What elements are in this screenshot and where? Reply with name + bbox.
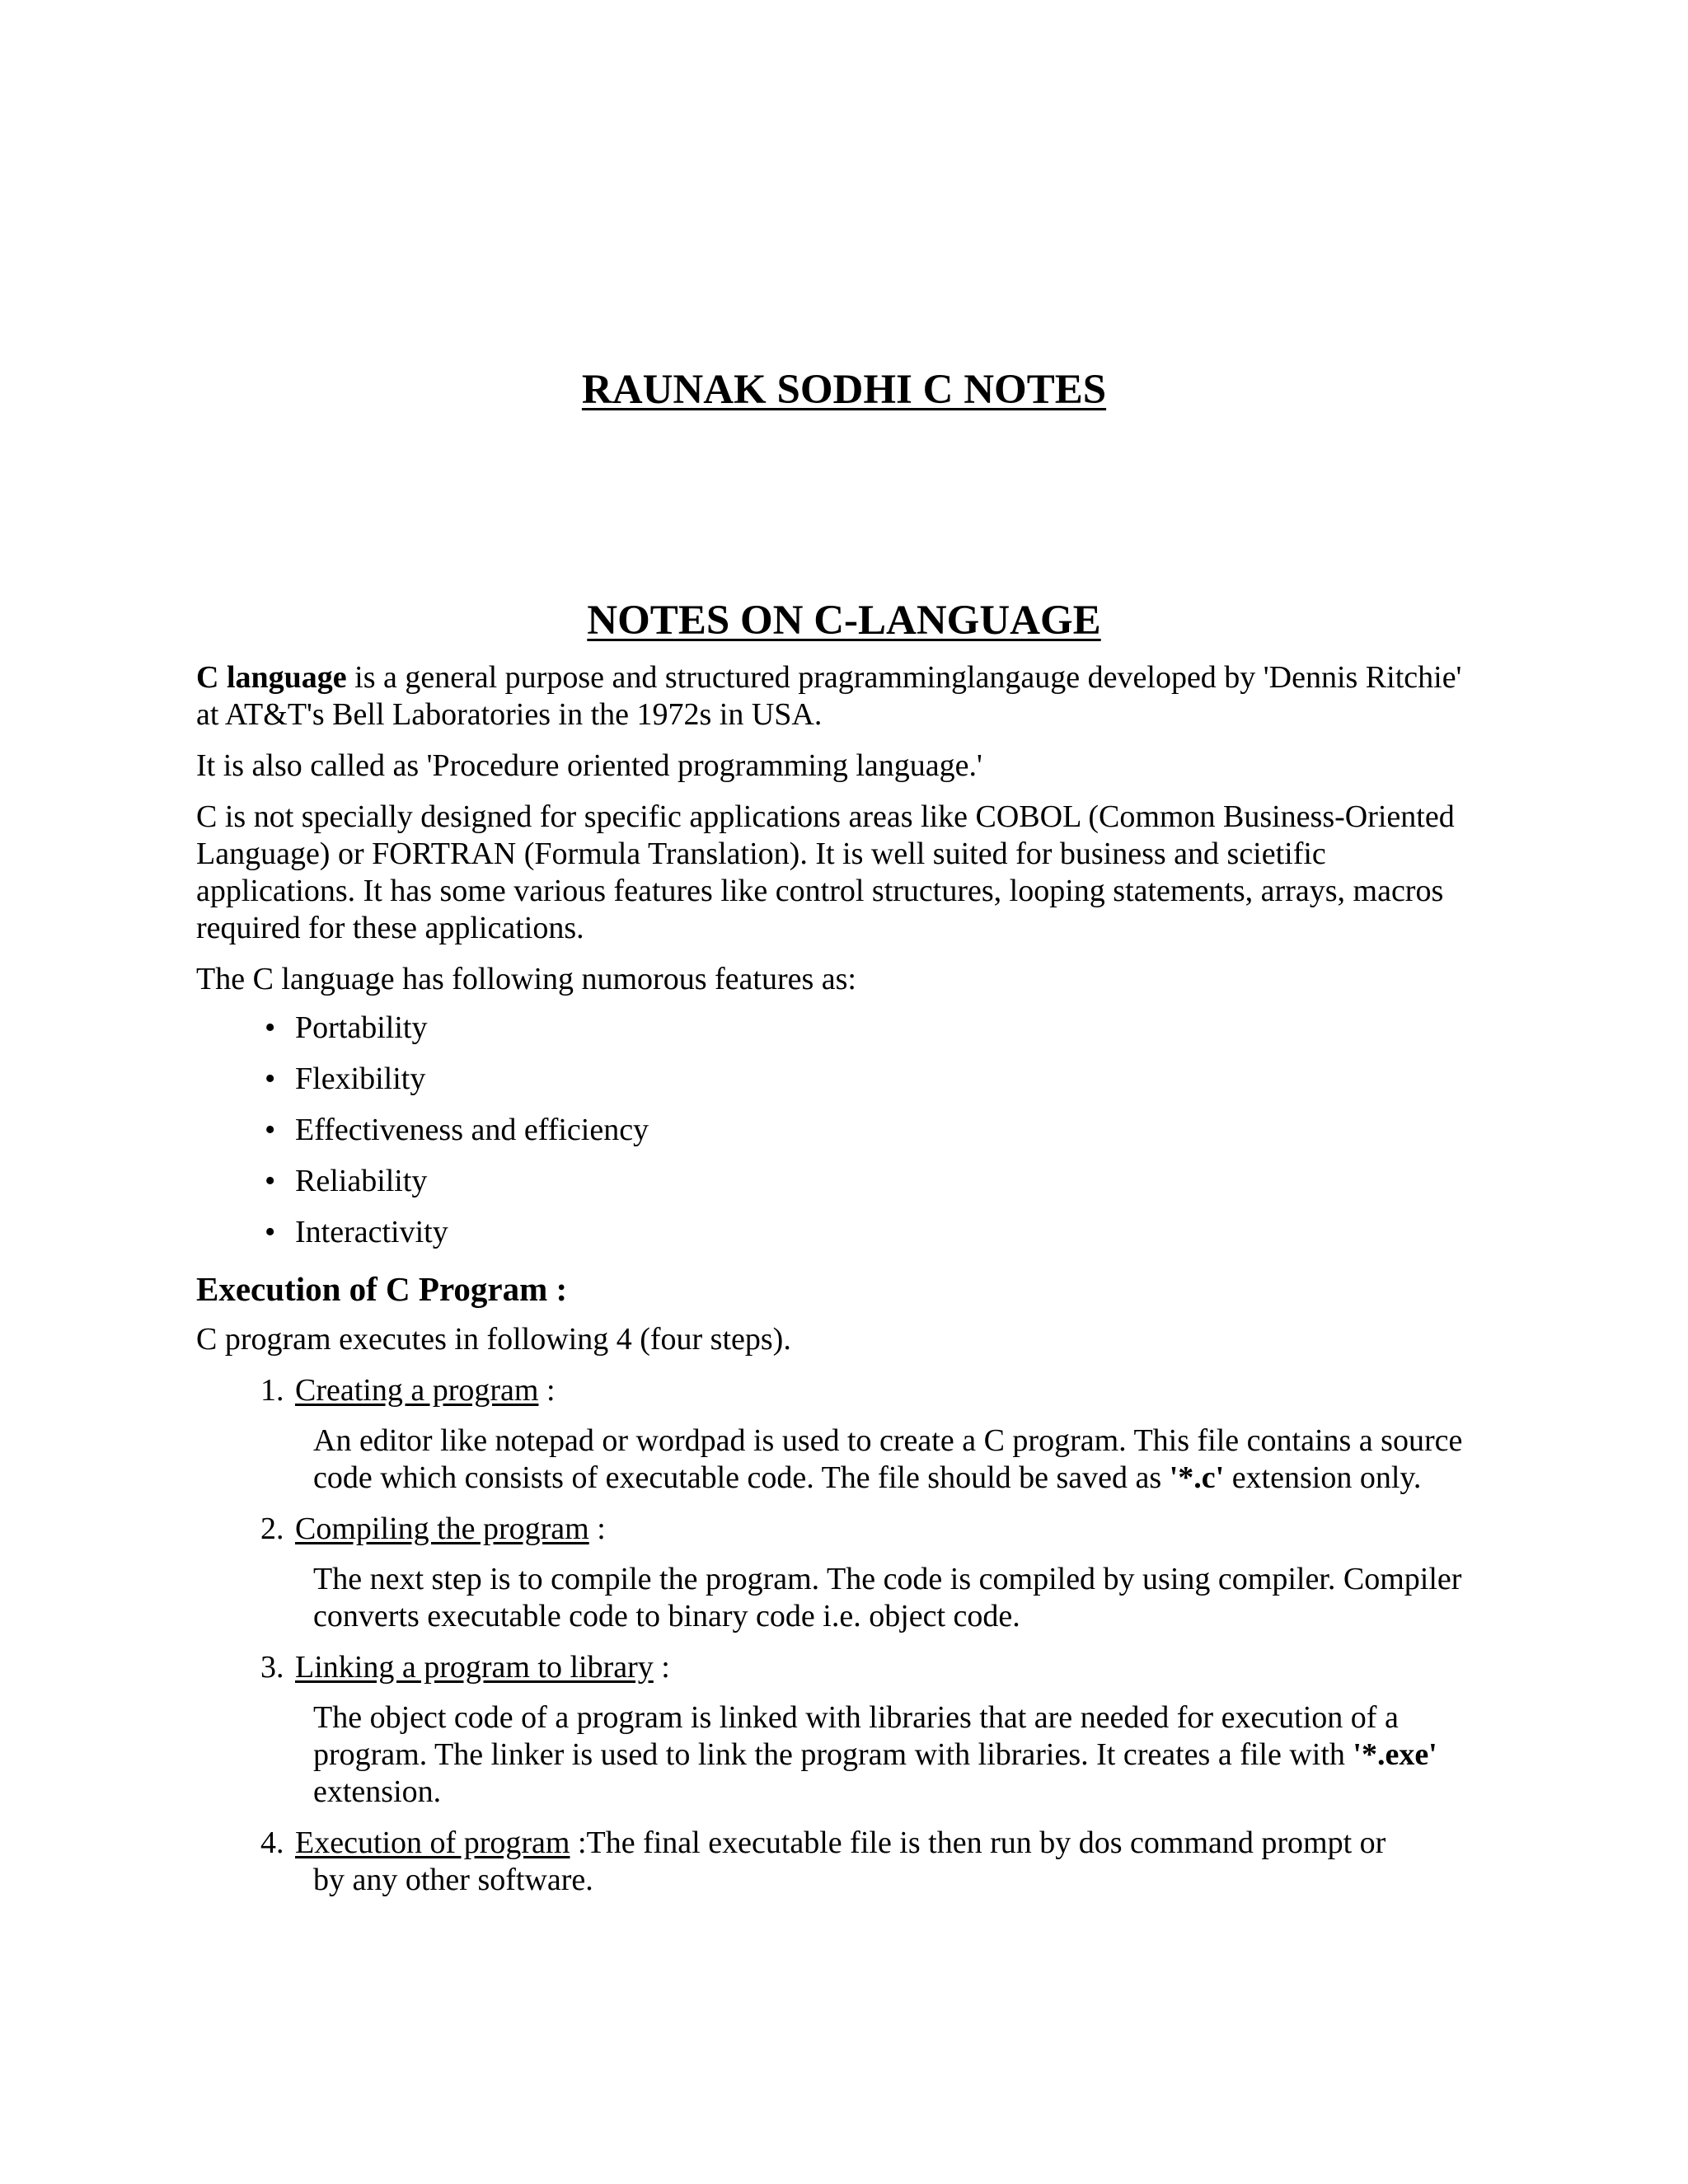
bullet-icon: •	[265, 1215, 276, 1249]
intro-bold-term: C language	[196, 660, 347, 695]
step-inline-description: The final executable file is then run by dos command prompt or	[586, 1825, 1386, 1860]
step-separator: :	[588, 1511, 606, 1546]
step-title: Linking a program to library	[295, 1650, 654, 1685]
bullet-icon: •	[265, 1062, 276, 1096]
step-inline-description-continued: by any other software.	[313, 1863, 593, 1897]
step-description-text: An editor like notepad or wordpad is used to create a C program. This file contains a source code which consists of executable code. The file should be saved as	[313, 1423, 1463, 1495]
step-item	[196, 1511, 1482, 1635]
step-number: 3.	[260, 1650, 284, 1685]
feature-label: Portability	[295, 1010, 428, 1045]
features-list	[196, 1010, 1482, 1265]
step-number: 2.	[260, 1511, 284, 1546]
intro-paragraph	[196, 659, 1482, 733]
step-item	[196, 1825, 1482, 1899]
step-description	[313, 1699, 1482, 1811]
step-separator: :	[538, 1373, 556, 1408]
list-item	[196, 1061, 1482, 1112]
list-item	[196, 1010, 1482, 1061]
step-description: The next step is to compile the program. The code is compiled by using compiler. Compiler converts executable code to binary code i.e. object code.	[313, 1562, 1462, 1633]
step-description-tail: extension.	[313, 1774, 442, 1809]
step-separator: :	[570, 1825, 587, 1860]
intro-text: is a general purpose and structured pragramminglangauge developed by 'Dennis Ritchie' at AT&T's Bell Laboratories in the 1972s in USA.	[196, 660, 1462, 732]
document-body	[196, 659, 1482, 1913]
feature-label: Reliability	[295, 1164, 428, 1198]
file-extension: '*.exe'	[1353, 1737, 1437, 1772]
execution-steps-list	[196, 1372, 1482, 1899]
feature-label: Interactivity	[295, 1215, 448, 1249]
execution-intro: C program executes in following 4 (four steps).	[196, 1322, 791, 1357]
paragraph-applications: C is not specially designed for specific applications areas like COBOL (Common Business-Oriented Language) or FORTRAN (Formula Translation). It is well suited for business and scietific applications. It has some various features like control structures, looping statements, arrays, macros required for these applications.	[196, 799, 1455, 945]
step-title: Compiling the program	[295, 1511, 589, 1546]
step-description-tail: extension only.	[1224, 1460, 1422, 1495]
bullet-icon: •	[265, 1164, 276, 1198]
document-title: RAUNAK SODHI C NOTES	[581, 367, 1107, 413]
paragraph-procedure-oriented: It is also called as 'Procedure oriented programming language.'	[196, 748, 982, 783]
bullet-icon: •	[265, 1113, 276, 1147]
list-item	[196, 1112, 1482, 1163]
section-heading-execution: Execution of C Program :	[196, 1270, 568, 1308]
step-number: 1.	[260, 1373, 284, 1408]
list-item	[196, 1163, 1482, 1214]
step-description-text: The object code of a program is linked with libraries that are needed for execution of a program. The linker is used to link the program with libraries. It creates a file with	[313, 1700, 1399, 1772]
step-description	[313, 1422, 1482, 1497]
step-separator: :	[653, 1650, 670, 1685]
feature-label: Flexibility	[295, 1062, 426, 1096]
step-item	[196, 1372, 1482, 1497]
list-item	[196, 1214, 1482, 1265]
step-title: Creating a program	[295, 1373, 539, 1408]
document-subtitle: NOTES ON C-LANGUAGE	[587, 598, 1101, 644]
file-extension: '*.c'	[1169, 1460, 1225, 1495]
feature-label: Effectiveness and efficiency	[295, 1113, 649, 1147]
step-title: Execution of program	[295, 1825, 570, 1860]
step-number: 4.	[260, 1825, 284, 1860]
bullet-icon: •	[265, 1010, 276, 1045]
paragraph-features-intro: The C language has following numorous features as:	[196, 962, 856, 996]
step-item	[196, 1649, 1482, 1811]
